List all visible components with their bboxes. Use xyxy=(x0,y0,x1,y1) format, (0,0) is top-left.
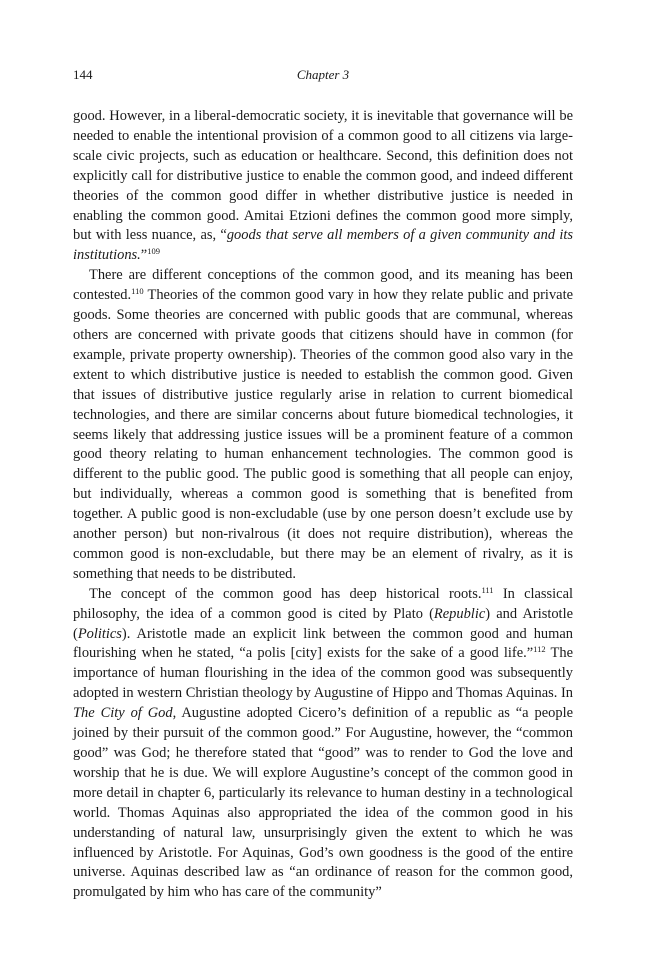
running-head: Chapter 3 xyxy=(296,67,350,82)
paragraph-3 xyxy=(73,585,573,904)
italic-title: Politics xyxy=(77,625,122,642)
footnote-marker: 112 xyxy=(533,644,546,655)
text-run: The concept of the common good has deep historical roots. xyxy=(89,585,482,602)
text-run: Theories of the common good vary in how they relate public and private goods. Some theories are concerned with public goods that are communal, whereas others are concerned with private goods that citizens should have in common (for example, private property ownership). Theories of the common good also vary in the extent to which distributive justice is needed to establish the common good. Given that issues of distributive justice regularly arise in relation to current biomedical technologies, and there are similar concerns about future biomedical technologies, it seems likely that addressing justice issues will be a prominent feature of a common good theory relating to human enhancement technologies. The common good is different to the public good. The public good is something that all people can enjoy, but individually, whereas a common good is something that is benefited from together. A public good is non-excludable (use by one person doesn’t exclude use by another person) but non-rivalrous (it does not require distribution), whereas the common good is non-excludable, but there may be an element of rivalry, as it is something that needs to be distributed. xyxy=(73,287,573,582)
footnote-marker: 109 xyxy=(147,246,160,257)
italic-title: The City of God xyxy=(73,705,173,722)
italic-title: Republic xyxy=(433,605,486,622)
text-run: ). Aristotle made an explicit link between the common good and human flourishing when he stated, “a polis [city] exists for the sake of a good life.” xyxy=(73,625,573,662)
paragraph-1 xyxy=(73,107,573,266)
text-run: , Augustine adopted Cicero’s definition of a republic as “a people joined by their pursuit of the common good.” For Augustine, however, the “common good” was God; he therefore stated that “good” was to render to God the love and worship that he is due. We will explore Augustine’s concept of the common good in more detail in chapter 6, particularly its relevance to human destiny in a technological world. Thomas Aquinas also appropriated the idea of the common good in his understanding of natural law, unsurprisingly given the extent to which he was influenced by Aristotle. For Aquinas, God’s own goodness is the good of the entire universe. Aquinas described law as “an ordinance of reason for the common good, promulgated by him who has care of the community” xyxy=(73,705,574,901)
text-run: In classical philosophy, the idea of a common good is cited by Plato ( xyxy=(73,585,574,622)
page-header xyxy=(73,67,573,85)
text-run: good. However, in a liberal-democratic society, it is inevitable that governance will be needed to enable the intentional provision of a common good to all citizens via large-scale civic projects, such as education or healthcare. Second, this definition does not explicitly call for distributive justice to enable the common good, and indeed different theories of the common good differ in whether distributive justice is needed in enabling the common good. Amitai Etzioni defines the common good more simply, but with less nuance, as, “ xyxy=(73,108,573,244)
footnote-marker: 110 xyxy=(131,286,144,297)
page-number: 144 xyxy=(73,67,93,82)
footnote-marker: 111 xyxy=(481,584,494,595)
text-run: ) and Aristotle ( xyxy=(73,605,573,642)
text-run: The importance of human flourishing in the idea of the common good was subsequently adopted in western Christian theology by Augustine of Hippo and Thomas Aquinas. In xyxy=(73,645,573,702)
italic-quote: goods that serve all members of a given community and its institutions. xyxy=(73,227,573,264)
body-text xyxy=(73,107,573,903)
text-run: There are different conceptions of the common good, and its meaning has been contested. xyxy=(73,267,573,304)
paragraph-2 xyxy=(73,266,573,585)
text-run: ” xyxy=(140,247,148,264)
